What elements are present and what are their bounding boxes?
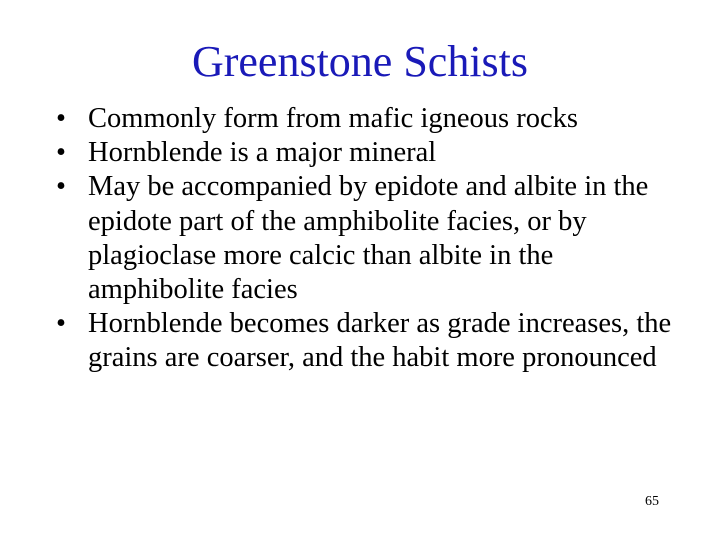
bullet-dot-icon: • bbox=[56, 103, 66, 134]
bullet-item bbox=[56, 170, 676, 307]
bullet-text: May be accompanied by epidote and albite in the epidote part of the amphibolite facies, or by plagioclase more calcic than albite in the amphibolite facies bbox=[88, 171, 649, 306]
bullet-list bbox=[56, 102, 676, 376]
bullet-dot-icon: • bbox=[56, 137, 66, 169]
slide-page-number: 65 bbox=[645, 494, 659, 509]
bullet-item bbox=[56, 102, 676, 136]
bullet-dot-icon: • bbox=[56, 308, 66, 340]
bullet-dot-icon: • bbox=[56, 171, 66, 203]
bullet-item bbox=[56, 307, 676, 375]
bullet-text: Hornblende becomes darker as grade increases, the grains are coarser, and the habit more pronounced bbox=[88, 308, 672, 374]
bullet-text: Hornblende is a major mineral bbox=[88, 137, 437, 169]
slide-title: Greenstone Schists bbox=[191, 37, 529, 86]
bullet-item bbox=[56, 136, 676, 170]
bullet-text: Commonly form from mafic igneous rocks bbox=[88, 103, 578, 134]
